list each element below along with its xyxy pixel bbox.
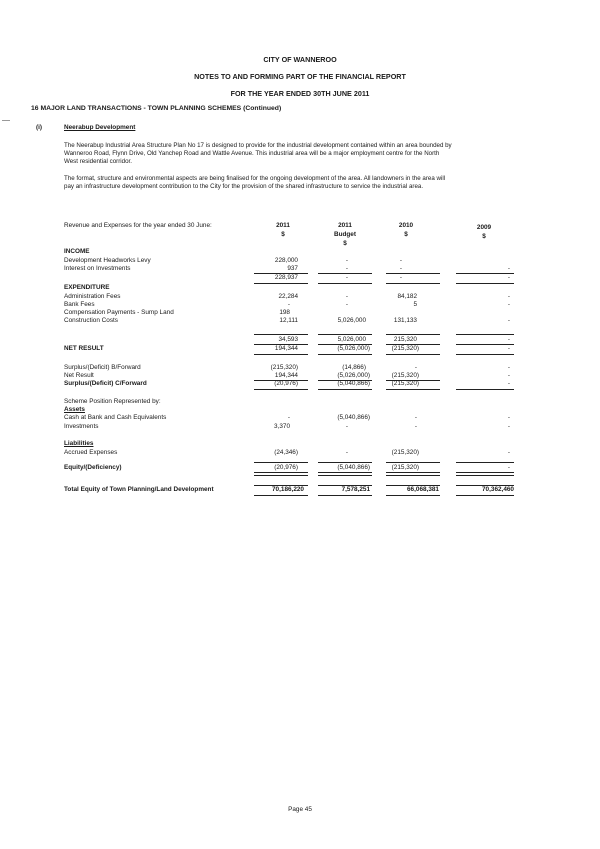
- cell-value: (5,026,000): [337, 372, 370, 379]
- rule: [456, 354, 514, 355]
- row-label: Accrued Expenses: [64, 449, 118, 456]
- equity-value: (5,040,866): [337, 464, 370, 471]
- col-header-2009: 2009: [476, 224, 492, 231]
- rule: [456, 389, 514, 390]
- cell-value: (215,320): [391, 372, 419, 379]
- subsection-marker: (i): [36, 124, 43, 131]
- expenditure-total: 5,026,000: [337, 336, 366, 343]
- cell-value: -: [287, 414, 290, 421]
- rule: [254, 334, 308, 335]
- section-title: 16 MAJOR LAND TRANSACTIONS - TOWN PLANNING SCHEMES (Continued): [31, 105, 282, 112]
- col-header-2010: 2010: [398, 222, 414, 229]
- rule: [386, 462, 440, 463]
- net-result-value: 194,344: [274, 345, 298, 352]
- report-title: NOTES TO AND FORMING PART OF THE FINANCIAL REPORT: [194, 72, 406, 81]
- cell-value: (14,866): [342, 364, 366, 371]
- row-label: Cash at Bank and Cash Equivalents: [64, 414, 167, 421]
- rule: [386, 354, 440, 355]
- cell-value: -: [507, 364, 510, 371]
- equity-value: (20,976): [274, 464, 298, 471]
- cell-value: -: [414, 364, 417, 371]
- cell-value: -: [414, 423, 417, 430]
- row-label: Net Result: [64, 372, 94, 379]
- rule: [318, 283, 372, 284]
- cell-value: (215,320): [270, 364, 298, 371]
- cell-value: (215,320): [391, 449, 419, 456]
- cell-value: -: [345, 265, 348, 272]
- assets-heading: Assets: [64, 406, 85, 413]
- col-header-2011-budget: 2011: [338, 222, 352, 229]
- table-intro: Revenue and Expenses for the year ended 30 June:: [64, 222, 212, 229]
- org-title: CITY OF WANNEROO: [263, 55, 337, 64]
- total-equity-value: 7,578,251: [341, 486, 370, 493]
- col-unit-2010: $: [404, 231, 408, 238]
- net-result-value: (5,026,000): [337, 345, 370, 352]
- rule: [456, 283, 514, 284]
- cell-value: -: [507, 293, 510, 300]
- rule: [456, 475, 514, 476]
- row-label: Administration Fees: [64, 293, 121, 300]
- cell-value: 5,026,000: [337, 317, 366, 324]
- col-sub-budget: Budget: [333, 231, 356, 238]
- income-total: -: [507, 274, 510, 281]
- cell-value: -: [399, 257, 402, 264]
- cell-value: -: [507, 423, 510, 430]
- subsection-title: Neerabup Development: [64, 124, 136, 131]
- row-label: Development Headworks Levy: [64, 257, 151, 264]
- rule: [386, 389, 440, 390]
- cell-value: -: [507, 449, 510, 456]
- rule: [254, 495, 308, 496]
- rule: [386, 472, 440, 473]
- cell-value: (24,346): [274, 449, 298, 456]
- equity-label: Equity/(Deficiency): [64, 464, 122, 471]
- cell-value: (20,976): [274, 380, 298, 387]
- expenditure-heading: EXPENDITURE: [64, 284, 110, 291]
- position-heading: Scheme Position Represented by:: [64, 398, 161, 405]
- page-number: Page 45: [288, 806, 312, 813]
- cell-value: 228,000: [274, 257, 298, 264]
- row-label: Construction Costs: [64, 317, 118, 324]
- rule: [254, 283, 308, 284]
- cell-value: -: [507, 317, 510, 324]
- total-equity-value: 70,186,220: [272, 486, 304, 493]
- cell-value: -: [345, 301, 348, 308]
- expenditure-total: 215,320: [393, 336, 417, 343]
- cell-value: -: [507, 414, 510, 421]
- rule: [318, 354, 372, 355]
- rule: [386, 283, 440, 284]
- row-label: Bank Fees: [64, 301, 95, 308]
- income-total: -: [345, 274, 348, 281]
- cell-value: 3,370: [274, 423, 290, 430]
- total-equity-value: 66,068,381: [407, 486, 439, 493]
- income-heading: INCOME: [64, 248, 90, 255]
- cell-value: 198: [279, 309, 290, 316]
- row-label: Interest on Investments: [64, 265, 131, 272]
- col-unit-budget: $: [343, 240, 347, 247]
- liabilities-heading: Liabilities: [64, 440, 94, 447]
- rule: [254, 389, 308, 390]
- expenditure-total: 34,593: [278, 336, 298, 343]
- rule: [318, 472, 372, 473]
- cell-value: -: [507, 265, 510, 272]
- cell-value: 22,284: [278, 293, 298, 300]
- rule: [318, 475, 372, 476]
- rule: [254, 472, 308, 473]
- cell-value: (215,320): [391, 380, 419, 387]
- rule: [318, 495, 372, 496]
- rule: [386, 475, 440, 476]
- margin-mark: [2, 120, 10, 121]
- rule: [456, 472, 514, 473]
- equity-value: (215,320): [391, 464, 419, 471]
- col-unit-2009: $: [482, 233, 486, 240]
- paragraph-1: The Neerabup Industrial Area Structure Plan No 17 is designed to provide for the industrial development contained within an area bounded by Wanneroo Road, Flynn Drive, Old Yanchep Road and Wattle Avenue. This industrial area will be a major employment centre for the North West residential corridor.: [64, 142, 452, 166]
- cell-value: -: [507, 380, 510, 387]
- cell-value: -: [507, 301, 510, 308]
- cell-value: 131,133: [393, 317, 417, 324]
- rule: [318, 462, 372, 463]
- income-total: 228,937: [274, 274, 298, 281]
- row-label: Surplus/(Deficit) B/Forward: [64, 364, 141, 371]
- expenditure-total: -: [507, 336, 510, 343]
- col-unit-2011: $: [281, 231, 285, 238]
- rule: [386, 495, 440, 496]
- rule: [318, 334, 372, 335]
- income-total: -: [399, 274, 402, 281]
- cell-value: 84,182: [397, 293, 417, 300]
- cell-value: -: [345, 293, 348, 300]
- cell-value: -: [507, 372, 510, 379]
- cell-value: -: [287, 301, 290, 308]
- total-equity-label: Total Equity of Town Planning/Land Development: [64, 486, 214, 493]
- cell-value: 194,344: [274, 372, 298, 379]
- cell-value: 937: [287, 265, 298, 272]
- rule: [456, 462, 514, 463]
- cell-value: -: [414, 414, 417, 421]
- net-result-value: -: [507, 345, 510, 352]
- cell-value: (5,040,866): [337, 414, 370, 421]
- cell-value: -: [345, 449, 348, 456]
- row-label: Compensation Payments - Sump Land: [64, 309, 174, 316]
- net-result-label: NET RESULT: [64, 345, 104, 352]
- cell-value: -: [399, 265, 402, 272]
- rule: [386, 334, 440, 335]
- row-label: Surplus/(Deficit) C/Forward: [64, 380, 147, 387]
- net-result-value: (215,320): [391, 345, 419, 352]
- rule: [456, 495, 514, 496]
- col-header-2011: 2011: [276, 222, 290, 229]
- cell-value: -: [345, 257, 348, 264]
- equity-value: -: [507, 464, 510, 471]
- cell-value: 5: [413, 301, 417, 308]
- rule: [254, 354, 308, 355]
- rule: [318, 389, 372, 390]
- rule: [254, 462, 308, 463]
- cell-value: 12,111: [279, 317, 298, 324]
- period-title: FOR THE YEAR ENDED 30TH JUNE 2011: [230, 89, 370, 98]
- cell-value: (5,040,866): [337, 380, 370, 387]
- paragraph-2: The format, structure and environmental aspects are being finalised for the ongoing development of the area. All landowners in the area will pay an infrastructure development contribution to the City for the provision of the shared infrastructure to service the industrial area.: [64, 175, 446, 191]
- row-label: Investments: [64, 423, 99, 430]
- rule: [456, 334, 514, 335]
- cell-value: -: [345, 423, 348, 430]
- rule: [254, 475, 308, 476]
- total-equity-value: 70,362,460: [482, 486, 514, 493]
